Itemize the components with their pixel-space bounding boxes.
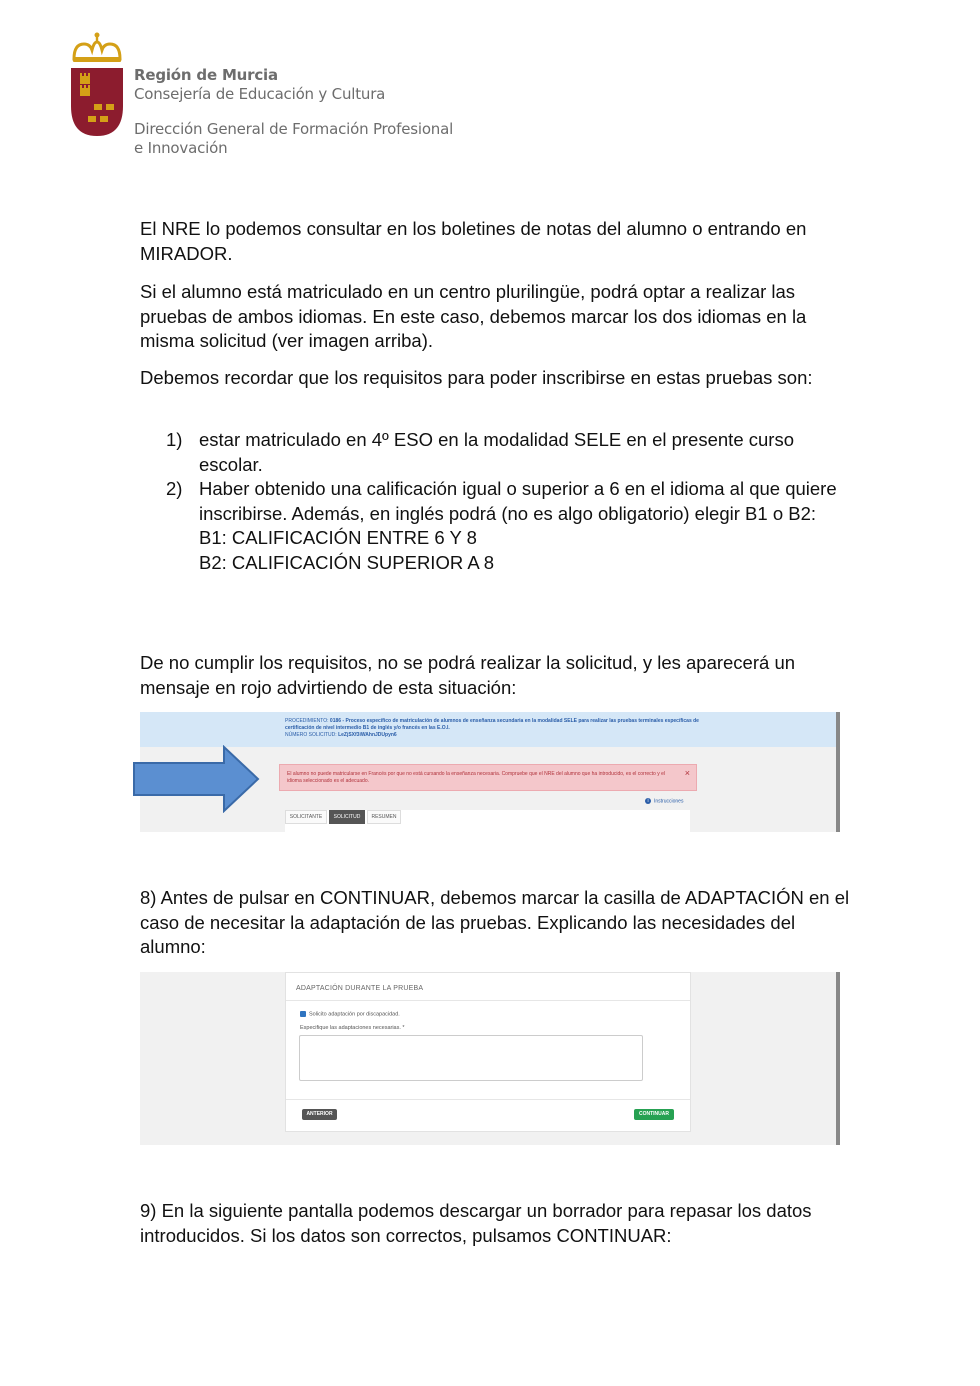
arrow-right-icon — [132, 745, 260, 813]
adaptation-checkbox[interactable]: Solicito adaptación por discapacidad. — [300, 1011, 400, 1017]
adaptation-field-label: Especifique las adaptaciones necesarias. * — [300, 1025, 405, 1031]
adaptation-textarea[interactable] — [299, 1035, 643, 1081]
request-number: LeZjSXf3iWAhnJDUpyn6 — [338, 732, 397, 738]
close-icon[interactable]: × — [684, 768, 690, 778]
paragraph-error-intro: De no cumplir los requisitos, no se podrá realizar la solicitud, y les aparecerá un mensaje en rojo advirtiendo de esta situación: — [140, 652, 796, 698]
paragraph-plurilingual: Si el alumno está matriculado en un centro plurilingüe, podrá optar a realizar las pruebas de ambos idiomas. En este caso, debemos marcar los dos idiomas en la misma solicitud (ver imagen arriba). — [140, 281, 807, 351]
request-label: NÚMERO SOLICITUD: — [285, 732, 337, 738]
tab-bar — [285, 810, 690, 832]
list-text-b2: B2: CALIFICACIÓN SUPERIOR A 8 — [199, 551, 495, 573]
paragraph-step-9: 9) En la siguiente pantalla podemos descargar un borrador para repasar los datos introducidos. Si los datos son correctos, pulsamos CONTINUAR: — [140, 1200, 812, 1246]
paragraph-requirements-intro: Debemos recordar que los requisitos para poder inscribirse en estas pruebas son: — [140, 367, 813, 388]
scrollbar[interactable] — [836, 972, 840, 1145]
checkbox-checked-icon[interactable] — [300, 1011, 306, 1017]
procedure-text: 0186 - Proceso específico de matriculación de alumnos de enseñanza secundaria en la modalidad SELE para realizar las pruebas terminales específicas de certificación de nivel intermedio B1 de inglés y/o francés en las E.O.I. — [285, 718, 699, 731]
tab-solicitante[interactable]: SOLICITANTE — [285, 810, 327, 824]
error-message: El alumno no puede matricularse en Francés por que no está cursando la enseñanza necesaria. Compruebe que el NRE del alumno que ha introducido, es el correcto y el idioma seleccionado es el adecuado. — [287, 771, 666, 784]
list-text: Haber obtenido una calificación igual o superior a 6 en el idioma al que quiere inscribirse. Además, en inglés podrá (no es algo obligatorio) elegir B1 o B2: — [199, 478, 837, 524]
region-murcia-crest-logo — [70, 32, 124, 138]
continue-button[interactable]: CONTINUAR — [634, 1109, 674, 1120]
list-item — [166, 428, 856, 477]
adaptation-header: ADAPTACIÓN DURANTE LA PRUEBA — [296, 985, 424, 992]
scrollbar[interactable] — [836, 712, 840, 832]
procedure-info: PROCEDIMIENTO: 0186 - Proceso específico de matriculación de alumnos de enseñanza secundaria en la modalidad SELE para realizar las pruebas terminales específicas de certificación de nivel intermedio B1 de inglés y/o francés en las E.O.I. NÚMERO SOLICITUD: LeZjSXf3iWAhnJDUpyn6 — [285, 718, 699, 738]
directorate-name-cont: e Innovación — [134, 139, 228, 157]
list-item — [166, 477, 856, 575]
letterhead-text — [134, 66, 453, 158]
paragraph-step-8: 8) Antes de pulsar en CONTINUAR, debemos marcar la casilla de ADAPTACIÓN en el caso de necesitar la adaptación de las pruebas. Explicando las necesidades del alumno: — [140, 887, 850, 957]
previous-button[interactable]: ANTERIOR — [302, 1109, 337, 1120]
directorate-name: Dirección General de Formación Profesional — [134, 120, 454, 138]
list-text: estar matriculado en 4º ESO en la modalidad SELE en el presente curso escolar. — [199, 429, 794, 475]
requirements-list — [166, 428, 856, 575]
error-alert — [279, 764, 697, 791]
instructions-link[interactable]: i Instrucciones — [645, 798, 683, 804]
tab-resumen[interactable]: RESUMEN — [367, 810, 401, 824]
department-name: Consejería de Educación y Cultura — [134, 85, 386, 103]
region-name: Región de Murcia — [134, 66, 278, 84]
list-text-b1: B1: CALIFICACIÓN ENTRE 6 Y 8 — [199, 527, 477, 548]
list-number: 2) — [166, 478, 183, 499]
list-number: 1) — [166, 429, 183, 450]
tab-solicitud[interactable]: SOLICITUD — [329, 810, 365, 824]
info-icon: i — [645, 798, 651, 804]
adaptation-card — [285, 972, 691, 1132]
adaptation-screenshot — [140, 972, 840, 1145]
paragraph-nre: El NRE lo podemos consultar en los boletines de notas del alumno o entrando en MIRADOR. — [140, 218, 807, 264]
